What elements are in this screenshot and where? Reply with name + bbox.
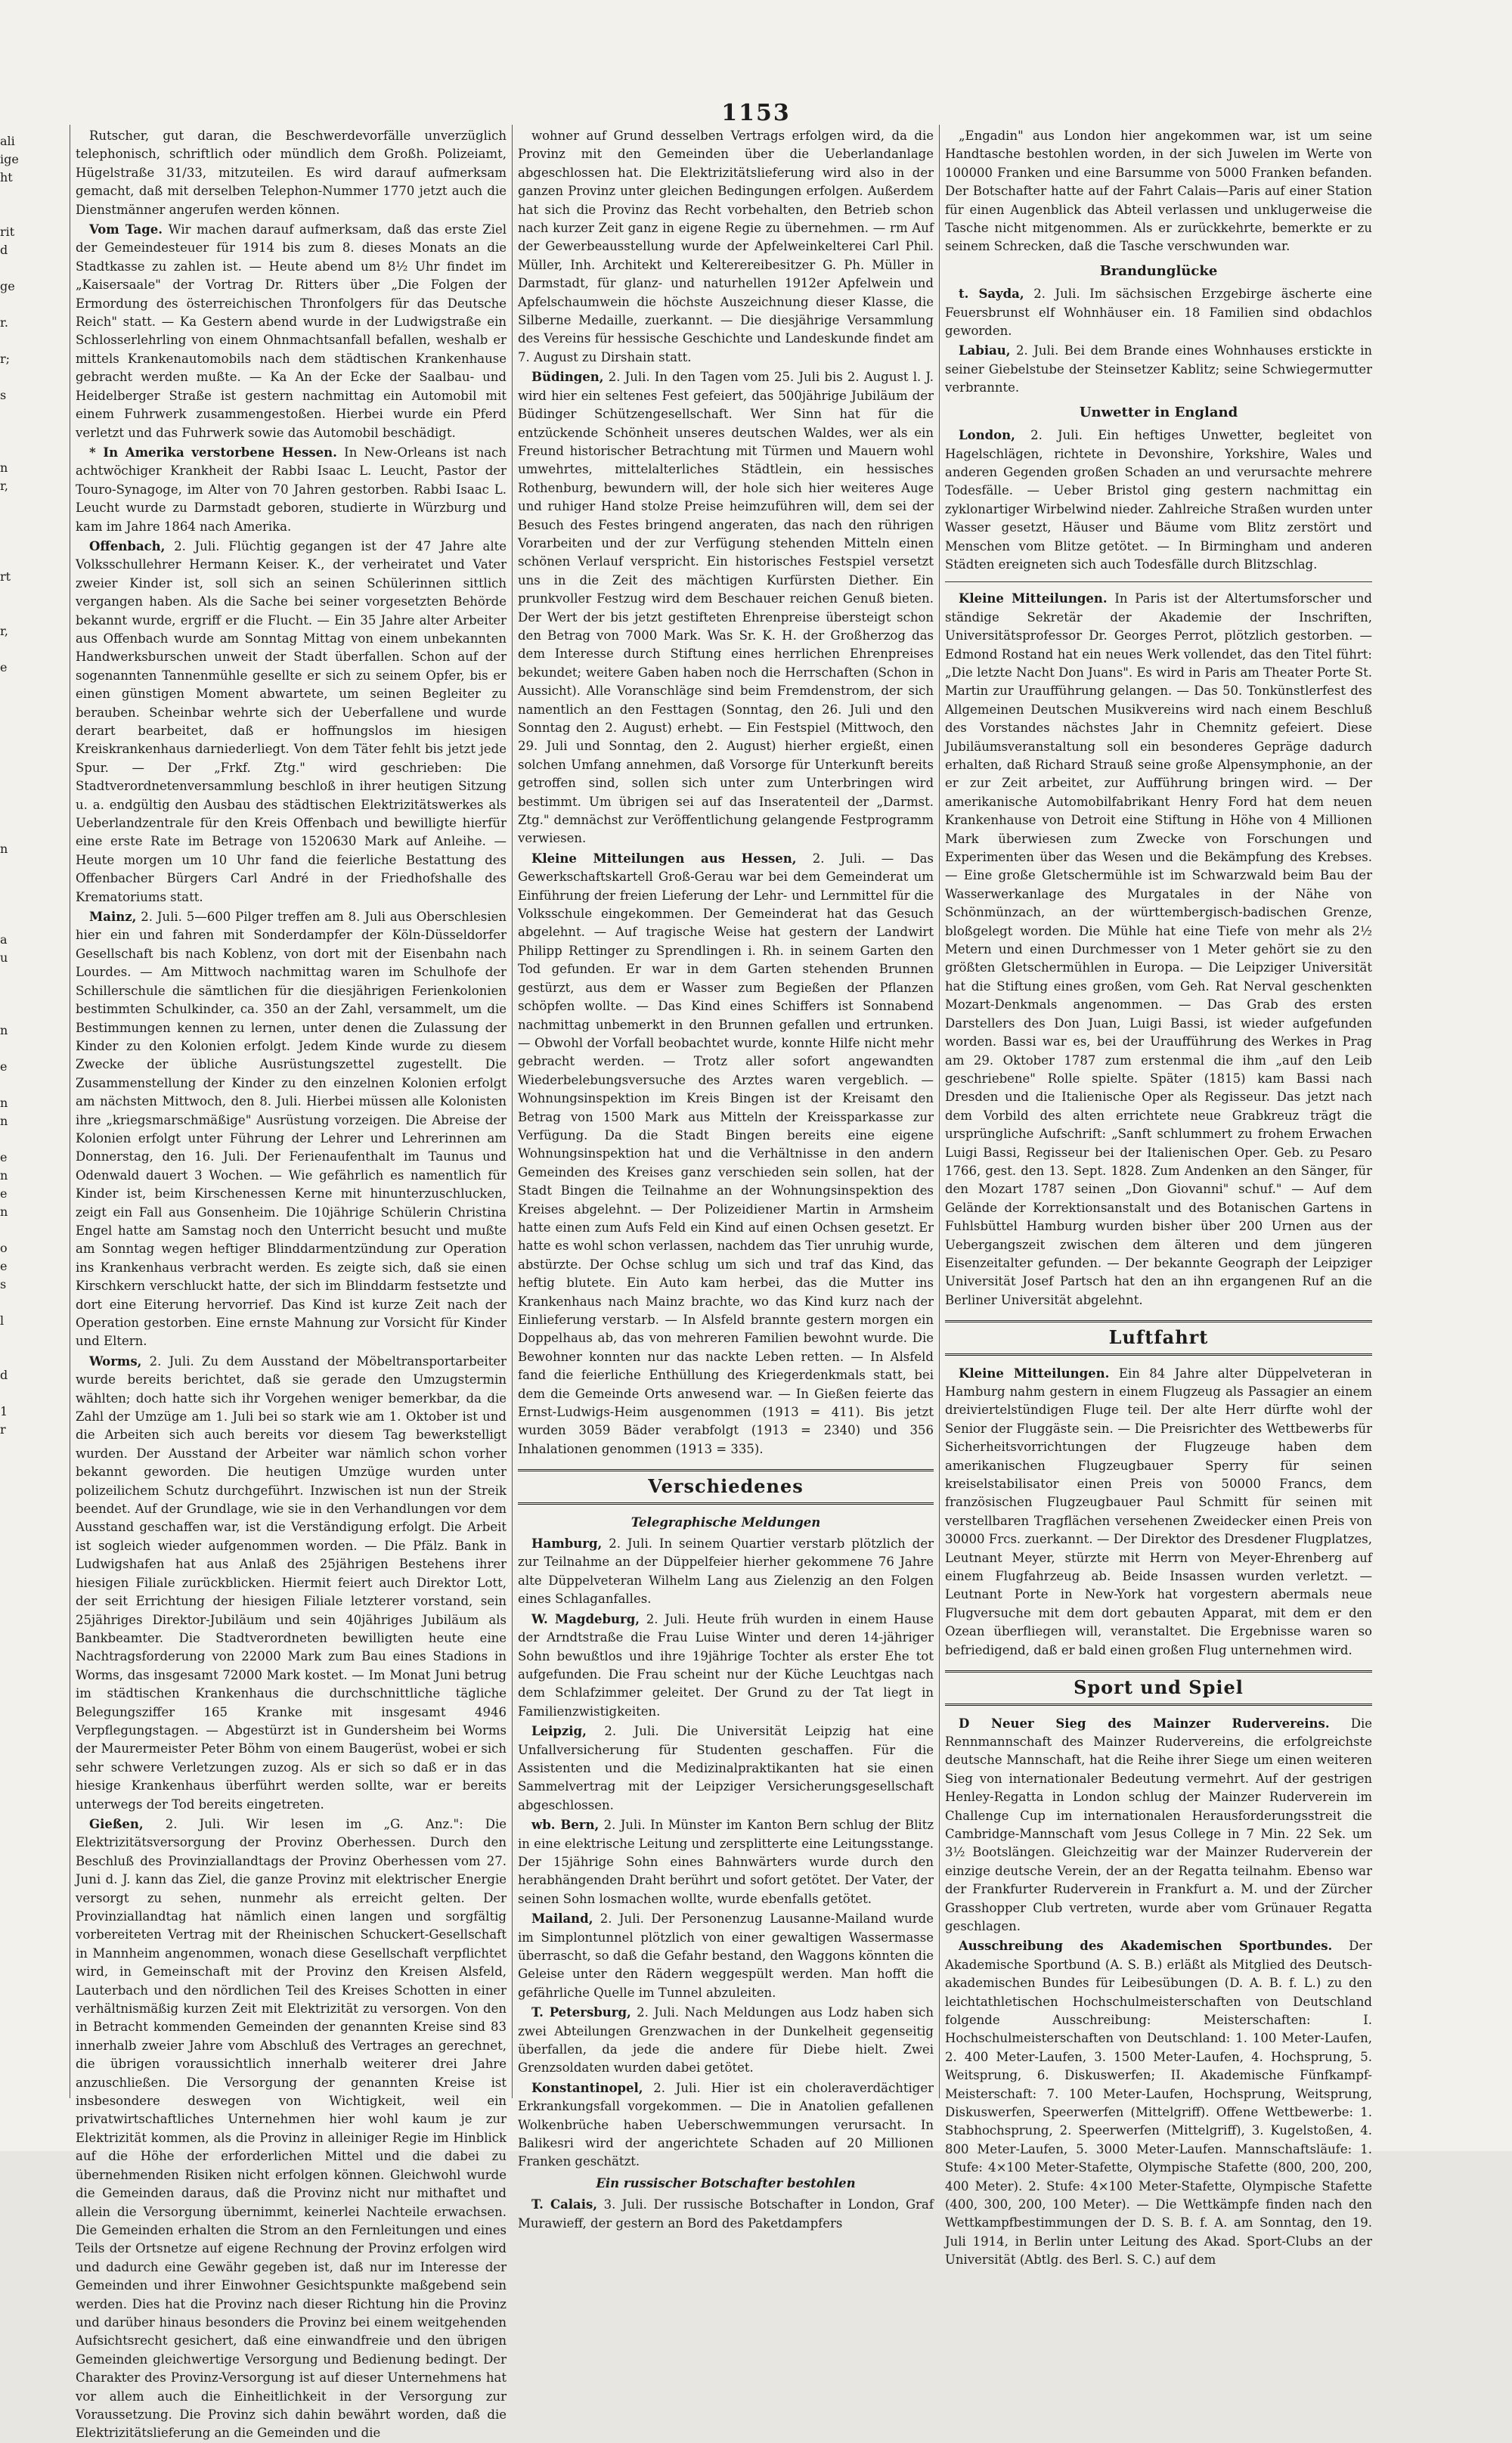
margin-fragment (0, 441, 64, 459)
article-text: 2. Juli. Hier ist ein choleraverdächtiger Erkrankungsfall vorgekommen. — Die in Anatolien gefallenen Wolkenbrüche haben Ueberschwemmungen verursacht. In Balikesri wird der angerichtete Schaden auf 20 Millionen Franken geschätzt. (518, 2080, 934, 2169)
article-text: „Engadin" aus London hier angekommen war, ist um seine Handtasche bestohlen worden, in der sich Juwelen im Werte von 100000 Franken und eine Barsumme von 5000 Franken befanden. Der Botschafter hatte auf der Fahrt Calais—Paris auf einer Station für einen Augenblick das Abteil verlassen und unklugerweise die Tasche nicht mitgenommen. Als er zurückkehrte, bemerkte er zu seinem Schrecken, daß die Tasche verschwunden war. (945, 129, 1372, 254)
article-lead: T. Calais, (531, 2197, 598, 2212)
article-paragraph (76, 538, 507, 907)
margin-fragment: e (0, 1186, 8, 1201)
margin-fragment: d (0, 243, 8, 257)
article-text: In New-Orleans ist nach achtwöchiger Krankheit der Rabbi Isaac L. Leucht, Pastor der Touro-Synagoge, im Alter von 70 Jahren gestorben. Rabbi Isaac L. Leucht wurde zu Darmstadt geboren, studierte in Würzburg und kam im Jahre 1864 nach Amerika. (76, 445, 507, 534)
article-paragraph (518, 2079, 934, 2172)
article-lead: wb. Bern, (531, 1818, 600, 1833)
article-paragraph (518, 1722, 934, 1815)
article-paragraph (945, 285, 1372, 340)
article-text: Der Akademische Sportbund (A. S. B.) erläßt als Mitglied des Deutsch-akademischen Bundes für Leibesübungen (D. A. B. f. L.) zu den leichtathletischen Hochschulmeisterschaften von Deutschland folgende Ausschreibung: Meisterschaften: I. Hochschulmeisterschaften von Deutschland: 1. 100 Meter-Laufen, 2. 400 Meter-Laufen, 3. 1500 Meter-Laufen, 4. Hochsprung, 5. Weitsprung, 6. Diskuswerfen; II. Akademische Fünfkampf-Meisterschaft: 7. 100 Meter-Laufen, Hochsprung, Weitsprung, Diskuswerfen, Speerwerfen (Mittelgriff). Offene Wettbewerbe: 1. Stabhochsprung, 2. Speerwerfen (Mittelgriff), 3. Kugelstoßen, 4. 800 Meter-Laufen, 5. 3000 Meter-Laufen. Mannschaftsläufe: 1. Stufe: 4×100 Meter-Stafette, Olympische Stafette (800, 200, 200, 400 Meter). 2. Stufe: 4×100 Meter-Stafette, Olympische Stafette (400, 300, 200, 100 Meter). — Die Wettkämpfe finden nach den Wettkampfbestimmungen der D. S. B. f. A. am Sonntag, den 19. Juli 1914, in Berlin unter Leitung des Akad. Sport-Clubs an der Universität (Abtlg. des Berl. S. C.) auf dem (945, 1939, 1373, 2268)
margin-fragment (0, 205, 64, 223)
article-text: Rutscher, gut daran, die Beschwerdevorfälle unverzüglich telephonisch, schriftlich oder mündlich dem Großh. Polizeiamt, Hügelstraße 31/33, mitzuteilen. Es wird darauf aufmerksam gemacht, daß mit derselben Telephon-Nummer 1770 jetzt auch die Dienstmänner angerufen werden können. (76, 129, 507, 217)
article-lead: Gießen, (89, 1816, 144, 1831)
article-lead: Hamburg, (531, 1536, 603, 1552)
article-text: 2. Juli. 5—600 Pilger treffen am 8. Juli aus Oberschlesien hier ein und fahren mit Sonderdampfer der Köln-Düsseldorfer Gesellschaft bis nach Koblenz, von dort mit der Eisenbahn nach Lourdes. — Am Mittwoch nachmittag waren im Schulhofe der Schillerschule die sämtlichen für die diesjährigen Ferienkolonien bestimmten Schulkinder, ca. 350 an der Zahl, versammelt, um die Bestimmungen kennen zu lernen, unter denen die Zulassung der Kinder zu den Kolonien erfolgt. Jedem Kinde wurde zu diesem Zwecke der übliche Ausrüstungszettel zugestellt. Die Zusammenstellung der Kinder zu den einzelnen Kolonien erfolgt am nächsten Mittwoch, den 8. Juli. Hierbei müssen alle Kolonisten ihre „kriegsmarschmäßige" Ausrüstung vorzeigen. Die Abreise der Kolonien erfolgt unter Führung der Lehrer und Lehrerinnen am Donnerstag, den 16. Juli. Der Ferienaufenthalt im Taunus und Odenwald dauert 3 Wochen. — Wie gefährlich es namentlich für Kinder ist, beim Kirschenessen Kerne mit hinunterzuschlucken, zeigt ein Fall aus Gonsenheim. Die 10jährige Schülerin Christina Engel hatte am Samstag noch den Unterricht besucht und mußte am Sonntag wegen heftiger Blinddarmentzündung zur Operation ins Krankenhaus verbracht werden. Es zeigte sich, daß sie einen Kirschkern verschluckt hatte, der sich im Blinddarm festsetzte und dort eine Eiterung hervorrief. Das Kind ist kurze Zeit nach der Operation gestorben. Eine ernste Mahnung zur Vorsicht für Kinder und Eltern. (76, 910, 507, 1349)
column-1 (76, 127, 507, 2441)
margin-fragment (0, 713, 64, 731)
article-text: 2. Juli. Nach Meldungen aus Lodz haben sich zwei Abteilungen Grenzwachen in der Dunkelheit gegenseitig überfallen, da jede die andere für Diebe hielt. Zwei Grenzsoldaten wurden dabei getötet. (518, 2005, 934, 2076)
subheading-telegraphic: Telegraphische Meldungen (631, 1514, 821, 1530)
margin-fragment (0, 1384, 64, 1403)
article-lead: t. Sayda, (959, 287, 1024, 302)
margin-fragment (0, 767, 64, 786)
article-lead: Konstantinopel, (531, 2080, 643, 2095)
article-paragraph (518, 850, 934, 1459)
subheading-ambassador: Ein russischer Botschafter bestohlen (596, 2175, 856, 2190)
margin-fragment: r; (0, 352, 11, 366)
column-3 (945, 127, 1373, 2268)
margin-fragment: o (0, 1241, 8, 1255)
margin-fragment: r. (0, 315, 8, 330)
margin-fragment (0, 749, 64, 767)
article-text: 2. Juli. Der Personenzug Lausanne-Mailand wurde im Simplontunnel plötzlich von einer gewaltigen Wassermasse überrascht, so daß die Gefahr bestand, den Waggons könnten die Geleise unter den Rädern weggespült werden. Man hofft die gefährliche Quelle im Tunnel abzuleiten. (518, 1911, 934, 2000)
article-text: 2. Juli. Ein heftiges Unwetter, begleitet von Hagelschlägen, richtete in Devonshire, Yorkshire, Wales und anderen Gegenden großen Schaden an und verursachte mehrere Todesfälle. — Ueber Bristol ging gestern nachmittag ein zyklonartiger Wirbelwind nieder. Zahlreiche Straßen wurden unter Wasser gesetzt, Häuser und Bäume vom Blitz zerstört und Menschen vom Blitze getötet. — In Birmingham und anderen Städten ereigneten sich auch Todesfälle durch Blitzschlag. (945, 428, 1372, 572)
article-lead: Offenbach, (89, 538, 166, 553)
margin-fragment (0, 586, 64, 604)
margin-fragment: r, (0, 479, 8, 493)
margin-fragment (0, 1330, 64, 1348)
margin-fragment (0, 187, 64, 205)
margin-fragment (0, 822, 64, 840)
margin-fragment: e (0, 1150, 8, 1164)
article-paragraph (945, 1937, 1372, 2269)
margin-fragment: ht (0, 170, 13, 184)
article-text: 2. Juli. Heute früh wurden in einem Hause der Arndtstraße die Frau Luise Winter und deren 14-jähriger Sohn bewußtlos und ihre 19jährige Tochter als erster Ehe tot aufgefunden. Die Frau scheint nur der Küche Leuchtgas nach dem Schlafzimmer geleitet. Der Grund zu der Tat liegt in Familienzwistigkeiten. (518, 1611, 934, 1719)
article-paragraph (945, 127, 1372, 256)
article-paragraph (76, 221, 507, 442)
heading-unwetter: Unwetter in England (1079, 404, 1238, 420)
article-paragraph (945, 1715, 1372, 1936)
margin-fragment (0, 495, 64, 513)
article-lead: Kleine Mitteilungen aus Hessen, (531, 851, 797, 866)
margin-fragment (0, 640, 64, 659)
article-text: 2. Juli. Zu dem Ausstand der Möbeltransportarbeiter wurde bereits berichtet, daß sie gerade den Umzugstermin wählten; doch hatte sich ihr Vorgehen weniger bemerkbar, da die Zahl der Umzüge am 1. Juli bei so stark wie am 1. Oktober ist und die Arbeiten sich auch bereits vor diesem Tag bewerkstelligt wurden. Der Ausstand der Arbeiter war nämlich schon vorher bekannt geworden. Die heutigen Umzüge wurden unter polizeilichem Schutz durchgeführt. Inzwischen ist nun der Streik beendet. Auf der Grundlage, wie sie in den Verhandlungen vor dem Ausstand geschaffen war, ist die Verständigung erfolgt. Die Arbeit ist sogleich wieder aufgenommen worden. — Die Pfälz. Bank in Ludwigshafen hat aus Anlaß des 25jährigen Bestehens ihrer hiesigen Filiale zurückblicken. Hiermit feiert auch Direktor Lott, der seit Errichtung der hiesigen Filiale letzterer vorstand, sein 25jähriges Direktor-Jubiläum und sein 40jähriges Jubiläum als Bankbeamter. Die Stadtverordneten bewilligten heute eine Nachtragsforderung von 22000 Mark zum Bau eines Stadions in Worms, das insgesamt 72000 Mark kostet. — Im Monat Juni betrug im städtischen Krankenhaus die durchschnittliche tägliche Belegungsziffer 165 Kranke mit insgesamt 4946 Verpflegungstagen. — Abgestürzt ist in Gundersheim bei Worms der Maurermeister Peter Böhm von einem Baugerüst, wobei er sich sehr schwere Verletzungen zuzog. Als er sich so daß er in das hiesige Krankenhaus überführt werden sollte, war er bereits unterwegs der Tod bereits eingetreten. (76, 1353, 507, 1812)
column-2 (518, 127, 934, 2231)
sport-reports (945, 1715, 1372, 2270)
margin-fragment: e (0, 660, 8, 674)
article-paragraph (518, 2196, 934, 2233)
margin-fragment: n (0, 1168, 8, 1183)
margin-fragment (0, 786, 64, 804)
article-text: 2. Juli. In den Tagen vom 25. Juli bis 2. August l. J. wird hier ein seltenes Fest gefeiert, das 500jährige Jubiläum der Büdinger Schützengesellschaft. Wer Sinn hat für die entzückende Schönheit unseres deutschen Waldes, wer als ein Freund historischer Betrachtung mit Türmen und Mauern wohl umwehrtes, mittelalterliches Städtlein, ein hessisches Rothenburg, bewundern will, der hole sich hier weiteres Auge und ruhiger Hand stolze Preise heimzuführen will, dem sei der Besuch des Festes bringend angeraten, das nach den rührigen Vorarbeiten und der zur Verfügung stehenden Mitteln einen schönen Verlauf verspricht. Ein historisches Festspiel versetzt uns in die Zeit des mächtigen Kurfürsten Diether. Ein prunkvoller Festzug wird dem Beschauer reichen Genuß bieten. Der Wert der bis jetzt gestifteten Ehrenpreise übersteigt schon den Betrag von 7000 Mark. Was Sr. K. H. der Großherzog das dem Interesse durch Stiftung eines herrlichen Ehrenpreises bekundet; weitere Gaben haben noch die Herrschaften (Schon in Aussicht). Alle Voranschläge sind beim Fremdenstrom, der sich namentlich an den Festtagen (Sonntag, den 26. Juli und den Sonntag den 2. August) erhebt. — Ein Festspiel (Mittwoch, den 29. Juli und Sonntag, den 2. August) hierher ergießt, einen solchen Umfang annehmen, daß Vorsorge für Unterkunft bereits getroffen sind, sollen sich unter zum Unterbringen wird bestimmt. Um übrigen sei auf das Inseratenteil der „Darmst. Ztg." demnächst zur Veröffentlichung gelangende Festprogramm verwiesen. (518, 370, 934, 846)
margin-fragment (0, 677, 64, 695)
article-text: wohner auf Grund desselben Vertrags erfolgen wird, da die Provinz mit den Gemeinden über die Ueberlandanlage abgeschlossen hat. Die Elektrizitätslieferung wird also in der ganzen Provinz unter gleichen Bedingungen erfolgen. Außerdem hat sich die Provinz das Recht vorbehalten, den Betrieb schon nach kurzer Zeit ganz in eigene Regie zu übernehmen. — rm Auf der Gewerbeausstellung wurde der Apfelweinkelterei Carl Phil. Müller, Inh. Architekt und Kelterereibesitzer G. Ph. Müller in Darmstadt, für glanz- und naturhellen 1912er Apfelwein und Apfelschaumwein die höchste Auszeichnung dieser Klasse, die Silberne Medaille, zuerkannt. — Die diesjährige Versammlung des Vereins für hessische Geschichte und Landeskunde findet am 7. August zu Dirshain statt. (518, 129, 934, 364)
margin-fragment: rit (0, 225, 15, 239)
article-paragraph (945, 590, 1372, 1310)
article-paragraph (518, 127, 934, 367)
left-margin-fragments (0, 132, 64, 2098)
article-paragraph (945, 1365, 1372, 1660)
article-paragraph (76, 908, 507, 1351)
margin-fragment (0, 804, 64, 822)
article-lead: Kleine Mitteilungen. (959, 591, 1108, 606)
margin-fragment (0, 1130, 64, 1149)
margin-fragment (0, 913, 64, 931)
article-paragraph (518, 1816, 934, 1908)
aviation-reports (945, 1365, 1372, 1660)
article-lead: Vom Tage. (89, 222, 163, 237)
column-rule (939, 125, 940, 2098)
margin-fragment: n (0, 842, 8, 856)
article-paragraph (518, 1535, 934, 1609)
margin-fragment: ali (0, 134, 15, 148)
article-paragraph (518, 368, 934, 848)
article-paragraph (76, 127, 507, 219)
section-heading-verschiedenes: Verschiedenes (518, 1469, 934, 1504)
kleine-mitteilungen (945, 590, 1372, 1310)
margin-fragment (0, 894, 64, 913)
margin-fragment (0, 985, 64, 1003)
article-text: In Paris ist der Altertumsforscher und ständige Sekretär der Akademie der Inschriften, Universitätsprofessor Dr. Georges Perrot, plötzlich gestorben. — Edmond Rostand hat ein neues Werk vollendet, das den Titel führt: „Die letzte Nacht Don Juans". Es wird in Paris am Theater Porte St. Martin zur Uraufführung gelangen. — Das 50. Tonkünstlerfest des Allgemeinen Deutschen Musikvereins wird nach einem Beschluß des Vorstandes nächstes Jahr in Chemnitz gefeiert. Diese Jubiläumsveranstaltung soll ein besonderes Gepräge dadurch erhalten, daß Richard Strauß seine große Alpensymphonie, an der er zur Zeit arbeitet, zur Aufführung bringen wird. — Der amerikanische Automobilfabrikant Henry Ford hat dem neuen Krankenhause von Detroit eine Stiftung in Höhe von 4 Millionen Mark überwiesen zum Zwecke von Forschungen und Experimenten über das Wesen und die Bekämpfung des Krebses. — Eine große Gletschermühle ist im Schwarzwald beim Bau der Wasserwerkanlage des Murgatales in der Nähe von Schönmünzach, an der württembergisch-badischen Grenze, bloßgelegt worden. Die Mühle hat eine Tiefe von mehr als 2½ Metern und einen Durchmesser von 1 Meter gehört sie zu den größten Gletschermühlen in Europa. — Die Leipziger Universität hat die Stiftung eines großen, vom Geh. Rat Nerval geschenkten Mozart-Denkmals angenommen. — Das Grab des ersten Darstellers des Don Juan, Luigi Bassi, ist wieder aufgefunden worden. Bassi war es, bei der Uraufführung des Werkes in Prag am 29. Oktober 1787 zum erstenmal die ihm „auf den Leib geschriebene" Rolle spielte. Später (1815) kam Bassi nach Dresden und die Italienische Oper als Regisseur. Das jetzt nach dem Vorbild des alten errichtete neue Grabkreuz trägt die ursprüngliche Aufschrift: „Sanft schlummert zu frohem Erwachen Luigi Bassi, Regisseur bei der Italienischen Oper. Geb. zu Pesaro 1766, gest. den 13. Sept. 1828. Zum Andenken an den Sänger, für den Mozart 1787 seinen „Don Giovanni" schuf." — Auf dem Gelände der Korrektionsanstalt und des Botanischen Gartens in Fuhlsbüttel Hamburg wurden bisher über 200 Urnen aus der Uebergangszeit zwischen dem älteren und dem jüngeren Eisenzeitalter gefunden. — Der bekannte Geograph der Leipziger Universität Josef Partsch hat den an ihn ergangenen Ruf an die Berliner Universität abgelehnt. (945, 591, 1373, 1307)
margin-fragment: l (0, 1313, 5, 1328)
page-number: 1153 (721, 100, 791, 126)
margin-fragment: rt (0, 569, 11, 584)
margin-fragment (0, 604, 64, 622)
margin-fragment (0, 296, 64, 314)
margin-fragment (0, 550, 64, 568)
article-lead: Mainz, (89, 910, 137, 925)
margin-fragment (0, 513, 64, 532)
article-paragraph (76, 1815, 507, 2443)
column-rule (512, 125, 513, 2098)
article-text: Die Rennmannschaft des Mainzer Rudervereins, die erfolgreichste deutsche Mannschaft, hat die Reihe ihrer Siege um einen weiteren Sieg von internationaler Bedeutung vermehrt. Auf der gestrigen Henley-Regatta in London schlug der Mainzer Ruderverein im Challenge Cup im internationalen Herausforderungsstreit die Cambridge-Mannschaft vom Jesus College in 7 Min. 22 Sek. um 3½ Bootslängen. Gleichzeitig war der Mainzer Ruderverein der einzige deutsche Verein, der an der Regatta teilnahm. Ebenso war der Frankfurter Ruderverein in Frankfurt a. M. und der Zürcher Grasshopper Club vertreten, wurde aber vom Grünauer Regatta geschlagen. (945, 1716, 1372, 1933)
article-text: 2. Juli. — Das Gewerkschaftskartell Groß-Gerau war bei dem Gemeinderat um Einführung der freien Lieferung der Lehr- und Lernmittel für die Volksschule eingekommen. Der Gemeinderat hat das Gesuch abgelehnt. — Auf tragische Weise hat gestern der Landwirt Philipp Rettinger zu Sprendlingen i. Rh. in seinem Garten den Tod gefunden. Er war in dem Garten stehenden Brunnen gestürzt, aus dem er Wasser zum Begießen der Pflanzen schöpfen wollte. — Das Kind eines Schiffers ist Sonnabend nachmittag unbemerkt in den Brunnen gefallen und ertrunken. — Obwohl der Vorfall beobachtet wurde, konnte Hilfe nicht mehr gebracht werden. — Trotz aller sofort angewandten Wiederbelebungsversuche des Arztes waren vergeblich. — Wohnungsinspektion im Kreis Bingen ist der Kreisamt den Betrag von 1500 Mark aus Mitteln der Kreissparkasse zur Verfügung. Da die Stadt Bingen bereits eine eigene Wohnungsinspektion hat und die Verhältnisse in den andern Gemeinden des Kreises ganz verschieden sein sollen, hat der Stadt Bingen die Teilnahme an der Wohnungsinspektion des Kreises abgelehnt. — Der Polizeidiener Martin in Armsheim hatte einen zum Aufs Feld ein Kind auf einen Ochsen gesetzt. Er hatte es wohl schon verlassen, nachdem das Tier unruhig wurde, abstürzte. Der Ochse schlug um sich und traf das Kind, das heftig blutete. Ein Auto kam herbei, das die Mutter ins Krankenhaus nach Mainz brachte, wo das Kind kurz nach der Einlieferung verstarb. — In Alsfeld brannte gestern morgen ein Doppelhaus ab, das von mehreren Familien bewohnt wurde. Die Bewohner konnten nur das nackte Leben retten. — In Alsfeld fand die feierliche Enthüllung des Kriegerdenkmals statt, bei dem die Gemeinde Orts anwesend war. — In Gießen feierte das Ernst-Ludwigs-Heim ausgenommen (1913 = 411). Bis jetzt wurden 3059 Bäder verabfolgt (1913 = 2340) und 356 Inhalationen genommen (1913 = 335). (518, 851, 934, 1456)
margin-fragment (0, 876, 64, 894)
article-lead: Kleine Mitteilungen. (959, 1366, 1110, 1381)
margin-fragment: r (0, 1422, 6, 1437)
margin-fragment: ge (0, 279, 15, 293)
margin-fragment: s (0, 388, 7, 402)
margin-fragment: n (0, 460, 8, 475)
margin-fragment: u (0, 950, 8, 965)
margin-fragment: e (0, 1059, 8, 1074)
margin-fragment (0, 1003, 64, 1022)
margin-fragment (0, 1221, 64, 1239)
margin-fragment: a (0, 932, 8, 947)
margin-fragment (0, 332, 64, 350)
article-lead: D Neuer Sieg des Mainzer Rudervereins. (959, 1716, 1330, 1731)
section-heading-sport: Sport und Spiel (945, 1670, 1372, 1705)
storm-reports (945, 426, 1372, 574)
margin-fragment (0, 858, 64, 876)
margin-fragment: 1 (0, 1404, 8, 1418)
margin-fragment (0, 1076, 64, 1094)
margin-fragment: n (0, 1204, 8, 1219)
margin-fragment: n (0, 1023, 8, 1037)
article-paragraph (518, 1611, 934, 1721)
article-lead: * In Amerika verstorbene Hessen. (89, 445, 337, 460)
section-heading-luftfahrt: Luftfahrt (945, 1320, 1372, 1355)
article-paragraph (76, 444, 507, 536)
article-lead: Worms, (89, 1353, 142, 1369)
article-text: Wir machen darauf aufmerksam, daß das erste Ziel der Gemeindesteuer für 1914 bis zum 8. dieses Monats an die Stadtkasse zu zahlen ist. — Heute abend um 8½ Uhr findet im „Kaisersaale" der Vortrag Dr. Ritters über „Die Folgen der Ermordung des österreichischen Thronfolgers für das Deutsche Reich" statt. — Ka Gestern abend wurde in der Ludwigstraße ein Schlosserlehrling von einem Ohnmachtsanfall befallen, weshalb er mittels Krankenautomobils nach dem städtischen Krankenhause gebracht werden mußte. — Ka An der Ecke der Saalbau- und Heidelberger Straße ist gestern nachmittag ein Automobil mit einem Fuhrwerk zusammengestoßen. Hierbei wurde ein Pferd verletzt und das Fuhrwerk sowie das Automobil beschädigt. (76, 222, 507, 440)
column-2-articles (518, 127, 934, 1459)
article-lead: London, (959, 428, 1015, 443)
article-paragraph (518, 1910, 934, 2002)
margin-fragment (0, 1294, 64, 1312)
article-text: Ein 84 Jahre alter Düppelveteran in Hamburg nahm gestern in einem Flugzeug als Passagier an einem dreiviertelstündigen Fluge teil. Der alte Herr dürfte wohl der Senior der Fluggäste sein. — Die Preisrichter des Wettbewerbs für Sicherheitsvorrichtungen der Flugzeuge haben dem amerikanischen Flugzeugbauer Sperry für seinen kreiselstabilisator einen Preis von 50000 Francs, dem französischen Flugzeugbauer Paul Schmitt für seinen mit verstellbaren Tragflächen versehenen Zweidecker einen Preis von 30000 Frcs. zuerkannt. — Der Direktor des Dresdener Flugplatzes, Leutnant Meyer, stürzte mit Herrn von Meyer-Ehrenberg auf einem Flugfahrzeug ab. Beide Insassen wurden verletzt. — Leutnant Porte in New-York hat vorgestern abermals neue Flugversuche mit dem dort gebauten Apparat, mit dem er den Ozean überfliegen will, veranstaltet. Die Ergebnisse waren so befriedigend, daß er bald einen großen Flug unternehmen wird. (945, 1366, 1372, 1657)
margin-fragment: ige (0, 152, 19, 166)
margin-fragment (0, 731, 64, 749)
article-paragraph (518, 2004, 934, 2078)
ambassador-report (518, 2196, 934, 2233)
article-text: 2. Juli. Flüchtig gegangen ist der 47 Jahre alte Volksschullehrer Hermann Keiser. K., der verheiratet und Vater zweier Kinder ist, soll sich an seinen Schülerinnen sittlich vergangen haben. Als die Sache bei seiner vorgesetzten Behörde bekannt wurde, ergriff er die Flucht. — Ein 35 Jahre alter Arbeiter aus Offenbach wurde am Sonntag Mittag von einem unbekannten Handwerksburschen unweit der Stadt überfallen. Schon auf der sogenannten Tannenmühle gesellte er sich zu seinem Opfer, bis er einen günstigen Moment abwartete, um seinen Begleiter zu berauben. Scheinbar wehrte sich der Ueberfallene und wurde derart bearbeitet, daß er hoffnungslos im hiesigen Kreiskrankenhaus darniederliegt. Von dem Täter fehlt bis jetzt jede Spur. — Der „Frkf. Ztg." wird geschrieben: Die Stadtverordnetenversammlung beschloß in ihrer heutigen Sitzung u. a. endgültig den Ausbau des städtischen Elektrizitätswerkes als Ueberlandzentrale für den Kreis Offenbach und bewilligte hierfür eine erste Rate im Betrage von 1520630 Mark auf Anleihe. — Heute morgen um 10 Uhr fand die feierliche Bestattung des Offenbacher Bürgers Carl André in der Friedhofshalle des Krematoriums statt. (76, 538, 507, 904)
margin-fragment (0, 259, 64, 277)
article-text: 2. Juli. Im sächsischen Erzgebirge äscherte eine Feuersbrunst elf Wohnhäuser ein. 18 Familien sind obdachlos geworden. (945, 287, 1372, 339)
article-text: 2. Juli. In seinem Quartier verstarb plötzlich der zur Teilnahme an der Düppelfeier hierher gekommene 76 Jahre alte Düppelveteran Wilhelm Lang aus Zielenzig an den Folgen eines Schlaganfalles. (518, 1536, 934, 1607)
margin-fragment (0, 368, 64, 386)
fire-reports (945, 285, 1372, 397)
margin-fragment (0, 423, 64, 441)
article-paragraph (945, 342, 1372, 397)
margin-fragment: r, (0, 624, 8, 638)
article-lead: W. Magdeburg, (531, 1611, 640, 1626)
margin-fragment (0, 1348, 64, 1366)
telegraphic-reports (518, 1535, 934, 2172)
margin-fragment (0, 532, 64, 550)
article-paragraph (76, 1353, 507, 1814)
margin-fragment: n (0, 1096, 8, 1110)
margin-fragment (0, 967, 64, 985)
article-text: 2. Juli. Die Universität Leipzig hat eine Unfallversicherung für Studenten geschaffen. Für die Assistenten und die Medizinalpraktikanten hat sie einen Sammelvertrag mit der Leipziger Versicherungsgesellschaft abgeschlossen. (518, 1724, 934, 1812)
margin-fragment: e (0, 1259, 8, 1273)
margin-fragment: d (0, 1368, 8, 1382)
article-lead: Leipzig, (531, 1724, 587, 1739)
article-lead: Mailand, (531, 1911, 593, 1927)
article-text: 3. Juli. Der russische Botschafter in London, Graf Murawieff, der gestern an Bord des Paketdampfers (518, 2197, 934, 2231)
article-text: 2. Juli. Wir lesen im „G. Anz.": Die Elektrizitätsversorgung der Provinz Oberhessen. Durch den Beschluß des Provinziallandtags der Provinz Oberhessen vom 27. Juni d. J. kann das Ziel, die ganze Provinz mit elektrischer Energie versorgt zu sehen, nunmehr als erreicht gelten. Der Provinziallandtag hat nämlich einen langen und sorgfältig vorbereiteten Vertrag mit der Rheinischen Schuckert-Gesellschaft in Mannheim angenommen, wonach diese Gesellschaft verpflichtet wird, in Gemeinschaft mit der Provinz den Kreisen Alsfeld, Lauterbach und den nördlichen Teil des Kreises Schotten in einer verhältnismäßig kurzen Zeit mit Elektrizität zu versorgen. Von den in Betracht kommenden Gemeinden der genannten Kreise sind 83 innerhalb zweier Jahre vom Abschluß des Vertrages an gerechnet, die übrigen voraussichtlich innerhalb weiterer drei Jahre anzuschließen. Die Versorgung der genannten Kreise ist insbesondere deswegen von Wichtigkeit, weil ein privatwirtschaftliches Unternehmen hier wohl kaum je zur Elektrizität kommen, als die Provinz in alleiniger Regie im Hinblick auf die Höhe der erforderlichen Mittel und die dabei zu übernehmenden Risiken nicht erfolgen können. Gleichwohl wurde die Gemeinden daraus, daß die Provinz nicht nur mithaftet und allein die Versorgung übernimmt, keinerlei Nachteile erwachsen. Die Gemeinden erhalten die Strom an den Fernleitungen und eines Teils der Ortsnetze auf eigene Rechnung der Provinz erfolgen wird und dadurch eine Gewähr gegeben ist, daß nur im Interesse der Gemeinden und ihrer Einwohner Gesichtspunkte maßgebend sein werden. Dies hat die Provinz nach dieser Richtung hin die Provinz und darüber hinaus besonders die Provinz bei einem weitgehenden Aufsichtsrecht gesichert, daß eine einwandfreie und den übrigen Gemeinden gleichwertige Versorgung und Bedienung bedingt. Der Charakter des Provinz-Versorgung ist auf dieser Unternehmens hat vor allem auch die Einheitlichkeit in der Versorgung zur Voraussetzung. Die Provinz sich dahin bewährt worden, daß die Elektrizitätslieferung an die Gemeinden und die (76, 1816, 507, 2441)
margin-fragment (0, 1040, 64, 1058)
margin-fragment (0, 405, 64, 423)
article-lead: Ausschreibung des Akademischen Sportbundes. (959, 1939, 1333, 1954)
article-text: 2. Juli. In Münster im Kanton Bern schlug der Blitz in eine elektrische Leitung und zersplitterte eine Leitungsstange. Der 15jährige Sohn eines Bahnwärters wurde durch den herabhängenden Draht berührt und sofort getötet. Der Vater, der seinen Sohn losmachen wollte, wurde ebenfalls getötet. (518, 1818, 934, 1906)
article-lead: Labiau, (959, 343, 1011, 358)
margin-fragment (0, 695, 64, 713)
margin-fragment: s (0, 1277, 7, 1291)
article-paragraph (945, 426, 1372, 574)
heading-brandungluecke: Brandunglücke (1099, 262, 1218, 279)
separator (945, 581, 1372, 582)
article-text: 2. Juli. Bei dem Brande eines Wohnhauses erstickte in seiner Giebelstube der Steinsetzer Kablitz; seine Schwiegermutter verbrannte. (945, 343, 1372, 395)
article-lead: Büdingen, (531, 370, 604, 385)
article-lead: T. Petersburg, (531, 2005, 631, 2020)
column-3-lead (945, 127, 1372, 256)
margin-fragment: n (0, 1114, 8, 1128)
